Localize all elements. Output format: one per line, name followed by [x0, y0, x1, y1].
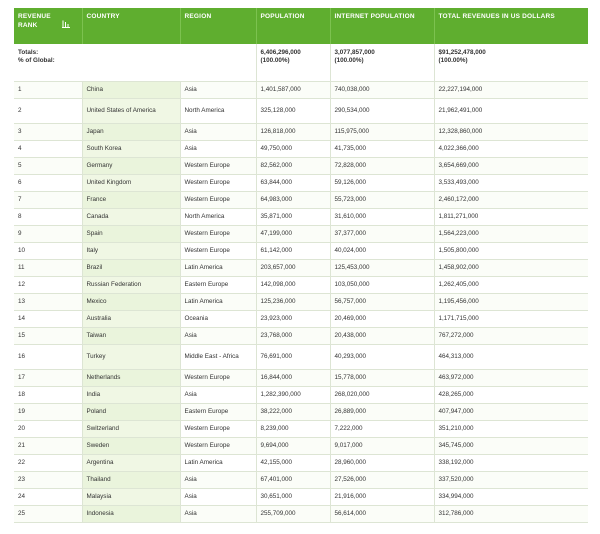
cell-rank: 13 — [14, 294, 82, 311]
cell-region: Middle East - Africa — [180, 345, 256, 370]
totals-label — [14, 44, 256, 82]
cell-population: 8,239,000 — [256, 421, 330, 438]
totals-label-line2: % of Global: — [18, 57, 55, 64]
cell-region: Eastern Europe — [180, 404, 256, 421]
cell-internet-population: 27,526,000 — [330, 472, 434, 489]
cell-internet-population: 37,377,000 — [330, 226, 434, 243]
cell-population: 255,709,000 — [256, 506, 330, 523]
cell-population: 125,236,000 — [256, 294, 330, 311]
cell-country: South Korea — [82, 141, 180, 158]
cell-country: Italy — [82, 243, 180, 260]
cell-population: 49,750,000 — [256, 141, 330, 158]
cell-country: India — [82, 387, 180, 404]
header-total-revenues[interactable]: TOTAL REVENUES IN US DOLLARS — [434, 8, 588, 44]
cell-country: Russian Federation — [82, 277, 180, 294]
totals-population-pct: (100.00%) — [260, 57, 290, 64]
cell-population: 64,983,000 — [256, 192, 330, 209]
cell-population: 16,844,000 — [256, 370, 330, 387]
cell-population: 126,818,000 — [256, 124, 330, 141]
cell-internet-population: 103,050,000 — [330, 277, 434, 294]
cell-population: 23,768,000 — [256, 328, 330, 345]
header-region[interactable]: REGION — [180, 8, 256, 44]
cell-population: 142,098,000 — [256, 277, 330, 294]
cell-region: Asia — [180, 489, 256, 506]
cell-population: 1,401,587,000 — [256, 82, 330, 99]
cell-country: Mexico — [82, 294, 180, 311]
cell-total-revenues: 407,947,000 — [434, 404, 588, 421]
cell-region: Asia — [180, 141, 256, 158]
table-row — [14, 370, 588, 387]
cell-total-revenues: 22,227,194,000 — [434, 82, 588, 99]
cell-population: 76,691,000 — [256, 345, 330, 370]
table-row — [14, 243, 588, 260]
cell-total-revenues: 1,505,800,000 — [434, 243, 588, 260]
cell-region: Western Europe — [180, 421, 256, 438]
table-row — [14, 82, 588, 99]
table-row — [14, 192, 588, 209]
totals-population-value: 6,406,296,000 — [260, 49, 301, 56]
cell-rank: 1 — [14, 82, 82, 99]
table-row — [14, 99, 588, 124]
table-row — [14, 260, 588, 277]
cell-region: North America — [180, 209, 256, 226]
cell-region: Asia — [180, 472, 256, 489]
cell-rank: 9 — [14, 226, 82, 243]
cell-internet-population: 28,960,000 — [330, 455, 434, 472]
cell-region: Western Europe — [180, 438, 256, 455]
cell-internet-population: 40,024,000 — [330, 243, 434, 260]
cell-internet-population: 59,126,000 — [330, 175, 434, 192]
cell-region: North America — [180, 99, 256, 124]
table-row — [14, 124, 588, 141]
cell-rank: 18 — [14, 387, 82, 404]
table-header-row — [14, 8, 588, 44]
cell-rank: 4 — [14, 141, 82, 158]
cell-internet-population: 740,038,000 — [330, 82, 434, 99]
cell-region: Asia — [180, 124, 256, 141]
cell-population: 47,199,000 — [256, 226, 330, 243]
cell-region: Asia — [180, 82, 256, 99]
cell-country: Argentina — [82, 455, 180, 472]
cell-region: Asia — [180, 387, 256, 404]
cell-rank: 21 — [14, 438, 82, 455]
cell-country: Indonesia — [82, 506, 180, 523]
header-country[interactable]: COUNTRY — [82, 8, 180, 44]
sort-icon[interactable] — [62, 20, 70, 28]
table-row — [14, 277, 588, 294]
cell-total-revenues: 767,272,000 — [434, 328, 588, 345]
cell-total-revenues: 337,520,000 — [434, 472, 588, 489]
revenue-table-container — [14, 8, 588, 523]
cell-rank: 16 — [14, 345, 82, 370]
table-row — [14, 438, 588, 455]
cell-total-revenues: 464,313,000 — [434, 345, 588, 370]
cell-country: United States of America — [82, 99, 180, 124]
cell-total-revenues: 4,022,366,000 — [434, 141, 588, 158]
cell-rank: 10 — [14, 243, 82, 260]
table-row — [14, 141, 588, 158]
cell-region: Western Europe — [180, 226, 256, 243]
totals-row — [14, 44, 588, 82]
cell-region: Western Europe — [180, 243, 256, 260]
table-row — [14, 209, 588, 226]
header-population[interactable]: POPULATION — [256, 8, 330, 44]
cell-internet-population: 20,469,000 — [330, 311, 434, 328]
header-rank[interactable] — [14, 8, 82, 44]
cell-total-revenues: 312,786,000 — [434, 506, 588, 523]
table-row — [14, 226, 588, 243]
cell-rank: 8 — [14, 209, 82, 226]
cell-internet-population: 72,828,000 — [330, 158, 434, 175]
cell-country: China — [82, 82, 180, 99]
cell-population: 42,155,000 — [256, 455, 330, 472]
cell-internet-population: 15,778,000 — [330, 370, 434, 387]
totals-internet-pct: (100.00%) — [334, 57, 364, 64]
cell-country: Turkey — [82, 345, 180, 370]
table-row — [14, 294, 588, 311]
cell-internet-population: 115,975,000 — [330, 124, 434, 141]
cell-population: 9,694,000 — [256, 438, 330, 455]
cell-population: 30,651,000 — [256, 489, 330, 506]
cell-country: France — [82, 192, 180, 209]
totals-label-line1: Totals: — [18, 49, 39, 56]
cell-rank: 14 — [14, 311, 82, 328]
cell-total-revenues: 3,533,493,000 — [434, 175, 588, 192]
cell-region: Western Europe — [180, 192, 256, 209]
table-row — [14, 455, 588, 472]
cell-internet-population: 26,889,000 — [330, 404, 434, 421]
table-row — [14, 345, 588, 370]
cell-internet-population: 55,723,000 — [330, 192, 434, 209]
cell-rank: 20 — [14, 421, 82, 438]
cell-rank: 17 — [14, 370, 82, 387]
header-internet-population[interactable]: INTERNET POPULATION — [330, 8, 434, 44]
cell-total-revenues: 334,994,000 — [434, 489, 588, 506]
cell-population: 38,222,000 — [256, 404, 330, 421]
table-row — [14, 506, 588, 523]
cell-rank: 3 — [14, 124, 82, 141]
table-row — [14, 387, 588, 404]
cell-region: Latin America — [180, 455, 256, 472]
cell-internet-population: 21,916,000 — [330, 489, 434, 506]
cell-rank: 25 — [14, 506, 82, 523]
table-row — [14, 158, 588, 175]
cell-population: 67,401,000 — [256, 472, 330, 489]
table-row — [14, 472, 588, 489]
cell-rank: 12 — [14, 277, 82, 294]
cell-region: Latin America — [180, 294, 256, 311]
cell-population: 325,128,000 — [256, 99, 330, 124]
cell-country: Poland — [82, 404, 180, 421]
table-row — [14, 404, 588, 421]
cell-total-revenues: 21,962,491,000 — [434, 99, 588, 124]
cell-country: United Kingdom — [82, 175, 180, 192]
cell-country: Germany — [82, 158, 180, 175]
cell-total-revenues: 428,265,000 — [434, 387, 588, 404]
cell-rank: 24 — [14, 489, 82, 506]
cell-region: Asia — [180, 328, 256, 345]
cell-region: Western Europe — [180, 158, 256, 175]
cell-country: Spain — [82, 226, 180, 243]
cell-country: Brazil — [82, 260, 180, 277]
cell-total-revenues: 1,262,405,000 — [434, 277, 588, 294]
cell-region: Latin America — [180, 260, 256, 277]
cell-internet-population: 7,222,000 — [330, 421, 434, 438]
table-row — [14, 421, 588, 438]
cell-population: 82,562,000 — [256, 158, 330, 175]
cell-population: 63,844,000 — [256, 175, 330, 192]
cell-country: Sweden — [82, 438, 180, 455]
cell-rank: 19 — [14, 404, 82, 421]
totals-population — [256, 44, 330, 82]
cell-rank: 5 — [14, 158, 82, 175]
cell-country: Thailand — [82, 472, 180, 489]
cell-total-revenues: 2,460,172,000 — [434, 192, 588, 209]
cell-country: Japan — [82, 124, 180, 141]
totals-internet — [330, 44, 434, 82]
cell-country: Australia — [82, 311, 180, 328]
cell-rank: 23 — [14, 472, 82, 489]
cell-total-revenues: 463,972,000 — [434, 370, 588, 387]
cell-internet-population: 20,438,000 — [330, 328, 434, 345]
cell-region: Eastern Europe — [180, 277, 256, 294]
cell-rank: 6 — [14, 175, 82, 192]
cell-total-revenues: 1,171,715,000 — [434, 311, 588, 328]
cell-total-revenues: 345,745,000 — [434, 438, 588, 455]
cell-total-revenues: 351,210,000 — [434, 421, 588, 438]
cell-region: Oceania — [180, 311, 256, 328]
cell-population: 1,282,390,000 — [256, 387, 330, 404]
header-rank-label: REVENUE RANK — [18, 13, 51, 29]
cell-country: Canada — [82, 209, 180, 226]
cell-total-revenues: 1,195,456,000 — [434, 294, 588, 311]
cell-region: Western Europe — [180, 370, 256, 387]
totals-internet-value: 3,077,857,000 — [334, 49, 375, 56]
cell-internet-population: 268,020,000 — [330, 387, 434, 404]
totals-revenues-pct: (100.00%) — [438, 57, 468, 64]
cell-total-revenues: 338,192,000 — [434, 455, 588, 472]
table-row — [14, 328, 588, 345]
cell-population: 61,142,000 — [256, 243, 330, 260]
cell-internet-population: 31,610,000 — [330, 209, 434, 226]
totals-revenues — [434, 44, 588, 82]
cell-country: Switzerland — [82, 421, 180, 438]
cell-internet-population: 125,453,000 — [330, 260, 434, 277]
cell-internet-population: 40,293,000 — [330, 345, 434, 370]
cell-population: 35,871,000 — [256, 209, 330, 226]
cell-population: 23,923,000 — [256, 311, 330, 328]
cell-region: Western Europe — [180, 175, 256, 192]
table-row — [14, 311, 588, 328]
cell-rank: 22 — [14, 455, 82, 472]
cell-rank: 15 — [14, 328, 82, 345]
cell-total-revenues: 12,328,860,000 — [434, 124, 588, 141]
cell-internet-population: 9,017,000 — [330, 438, 434, 455]
cell-total-revenues: 1,811,271,000 — [434, 209, 588, 226]
cell-population: 203,657,000 — [256, 260, 330, 277]
cell-internet-population: 290,534,000 — [330, 99, 434, 124]
cell-rank: 7 — [14, 192, 82, 209]
cell-country: Taiwan — [82, 328, 180, 345]
totals-revenues-value: $91,252,478,000 — [438, 49, 486, 56]
cell-total-revenues: 1,458,902,000 — [434, 260, 588, 277]
cell-internet-population: 41,735,000 — [330, 141, 434, 158]
cell-region: Asia — [180, 506, 256, 523]
table-row — [14, 489, 588, 506]
cell-rank: 11 — [14, 260, 82, 277]
cell-total-revenues: 1,564,223,000 — [434, 226, 588, 243]
cell-rank: 2 — [14, 99, 82, 124]
cell-total-revenues: 3,654,669,000 — [434, 158, 588, 175]
cell-country: Netherlands — [82, 370, 180, 387]
cell-internet-population: 56,614,000 — [330, 506, 434, 523]
cell-country: Malaysia — [82, 489, 180, 506]
cell-internet-population: 56,757,000 — [330, 294, 434, 311]
revenue-table — [14, 8, 588, 523]
table-row — [14, 175, 588, 192]
